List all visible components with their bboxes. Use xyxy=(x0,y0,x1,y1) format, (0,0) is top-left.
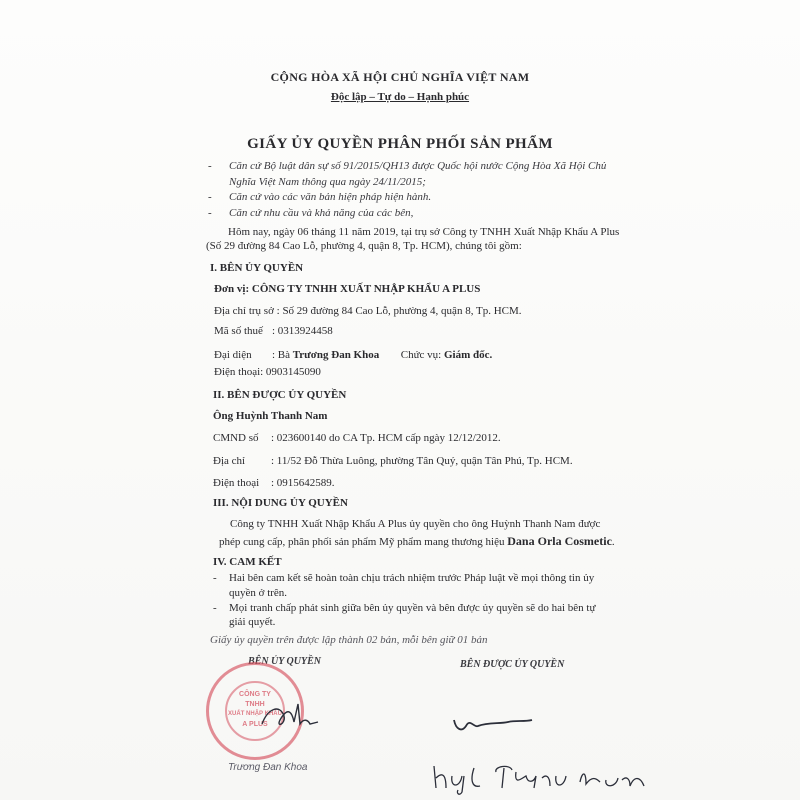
party-a-unit xyxy=(214,283,480,295)
preamble-line: Căn cứ vào các văn bản hiện pháp hiện hành. xyxy=(229,191,432,203)
signature-right-scribble-icon xyxy=(448,708,538,738)
commitment-bullet: - xyxy=(213,572,217,584)
party-b-id xyxy=(213,432,501,444)
party-a-phone: Điện thoại: 0903145090 xyxy=(214,366,321,378)
preamble-line: Nghĩa Việt Nam thông qua ngày 24/11/2015; xyxy=(229,176,426,188)
preamble-line: Căn cứ Bộ luật dân sự số 91/2015/QH13 được Quốc hội nước Cộng Hòa Xã Hội Chủ xyxy=(229,160,607,172)
content-line-prefix: phép cung cấp, phân phối sản phẩm Mỹ phẩm mang thương hiệu xyxy=(219,536,505,548)
rep-label: Đại diện xyxy=(214,349,252,361)
rep-prefix: : Bà xyxy=(272,349,291,361)
party-a-address: Địa chỉ trụ sở : Số 29 đường 84 Cao Lỗ, phường 4, quận 8, Tp. HCM. xyxy=(214,305,522,317)
stamp-text: A PLUS xyxy=(242,721,268,728)
unit-value: CÔNG TY TNHH XUẤT NHẬP KHẨU A PLUS xyxy=(251,283,481,295)
id-value: : 023600140 do CA Tp. HCM cấp ngày 12/12/2012. xyxy=(271,432,501,444)
commitment-line: giải quyết. xyxy=(229,616,276,628)
content-line: Công ty TNHH Xuất Nhập Khẩu A Plus ủy quyền cho ông Huỳnh Thanh Nam được xyxy=(230,518,601,530)
signature-right-handwritten-icon xyxy=(430,758,660,798)
national-header: CỘNG HÒA XÃ HỘI CHỦ NGHĨA VIỆT NAM xyxy=(270,70,530,84)
unit-label: Đơn vị: xyxy=(214,283,250,295)
tax-value: : 0313924458 xyxy=(272,325,333,337)
party-b-name: Ông Huỳnh Thanh Nam xyxy=(213,410,328,422)
position-value: Giám đốc. xyxy=(443,349,493,361)
phone-label: Điện thoại xyxy=(213,477,260,489)
preamble-bullet: - xyxy=(208,191,212,203)
commitment-line: Hai bên cam kết sẽ hoàn toàn chịu trách nhiệm trước Pháp luật về mọi thông tin ủy xyxy=(229,572,595,584)
preamble-line: Căn cứ nhu cầu và khả năng của các bên, xyxy=(229,207,414,219)
party-a-tax xyxy=(214,325,333,337)
signature-label-left: BÊN ỦY QUYỀN xyxy=(248,656,321,667)
commitment-line: Mọi tranh chấp phát sinh giữa bên ủy quyền và bên được ủy quyền sẽ do hai bên tự xyxy=(229,602,596,614)
tax-label: Mã số thuế xyxy=(214,325,263,337)
national-motto: Độc lập – Tự do – Hạnh phúc xyxy=(330,91,470,103)
content-line xyxy=(219,534,615,549)
content-line-suffix: . xyxy=(611,536,615,548)
position-label: Chức vụ: xyxy=(400,349,442,361)
section-party-a-heading: I. BÊN ỦY QUYỀN xyxy=(210,262,304,274)
brand-name: Dana Orla Cosmetic xyxy=(507,534,612,548)
signature-left-icon xyxy=(258,698,338,738)
party-a-representative xyxy=(214,349,492,361)
document-title: GIẤY ỦY QUYỀN PHÂN PHỐI SẢN PHẨM xyxy=(247,136,553,152)
section-commitment-heading: IV. CAM KẾT xyxy=(213,556,282,568)
phone-value: : 0915642589. xyxy=(271,477,335,489)
stamp-text: XUẤT NHẬP KHẨU xyxy=(228,711,282,717)
commitment-bullet: - xyxy=(213,602,217,614)
stamp-text: TNHH xyxy=(245,701,265,708)
preamble-bullet: - xyxy=(208,207,212,219)
id-label: CMND số xyxy=(213,432,259,444)
section-content-heading: III. NỘI DUNG ỦY QUYỀN xyxy=(213,497,348,509)
signature-label-right: BÊN ĐƯỢC ỦY QUYỀN xyxy=(460,659,565,670)
party-b-address xyxy=(213,455,573,467)
stamp-text: CÔNG TY xyxy=(239,691,271,698)
rep-name: Trương Đan Khoa xyxy=(292,349,380,361)
intro-line: (Số 29 đường 84 Cao Lỗ, phường 4, quận 8, Tp. HCM), chúng tôi gồm: xyxy=(206,240,522,252)
commitment-line: quyền ở trên. xyxy=(229,587,288,599)
preamble-bullet: - xyxy=(208,160,212,172)
party-b-phone xyxy=(213,477,335,489)
closing-note: Giấy ủy quyền trên được lập thành 02 bản, mỗi bên giữ 01 bản xyxy=(210,634,488,646)
signer-printed-name-left: Trương Đan Khoa xyxy=(228,762,308,773)
addr-label: Địa chỉ xyxy=(213,455,246,467)
intro-line: Hôm nay, ngày 06 tháng 11 năm 2019, tại trụ sở Công ty TNHH Xuất Nhập Khẩu A Plus xyxy=(228,226,620,238)
addr-value: : 11/52 Đỗ Thừa Luông, phường Tân Quý, quận Tân Phú, Tp. HCM. xyxy=(271,455,573,467)
section-party-b-heading: II. BÊN ĐƯỢC ỦY QUYỀN xyxy=(213,389,347,401)
